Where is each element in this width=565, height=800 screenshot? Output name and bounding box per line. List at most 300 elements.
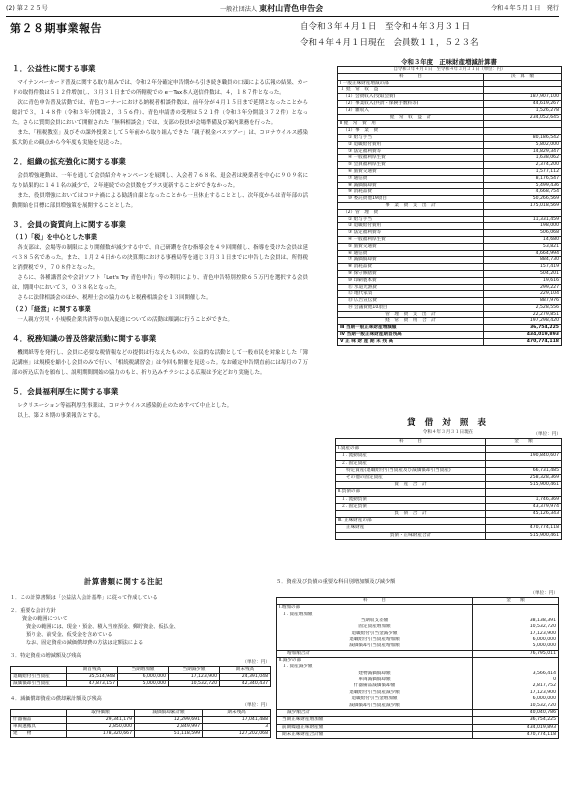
is-label: 経 常 費 用 合 計 (338, 318, 484, 325)
n4-cell: 2,850,000 (67, 723, 135, 730)
member-count: 令和４年４月１日現在 会員数１１，５２３名 (300, 38, 479, 48)
notes-heading: 計算書類に関する注記 (84, 577, 163, 586)
chg-value: 36,754,225 (473, 717, 559, 724)
section-paragraph: マイナンバーカード普及に関する取り組みでは、令和２年分確定申告期から引き続き職員の口頭による広報の結果、カードの取得件数は５１２件増加し、３月３１日までの所轄税での e－Tax本人送信件数は、４，１８７件となった。 (12, 80, 308, 96)
is-value: 2,374,200 (484, 162, 562, 169)
is-row (338, 318, 562, 325)
bs-value: 45,126,343 (486, 511, 562, 518)
bs-label: その他の固定資産 (336, 475, 486, 482)
is-row (338, 223, 562, 230)
is-label: ⑪ 水道光熱費 (338, 284, 484, 291)
changes-heading: ５．資産及び負債の重要な科目別増加額及び減少額 (276, 579, 396, 585)
n3-cell: 退職給付引当資産 (11, 673, 67, 680)
is-label: ⑭ 会議費他10項目 (338, 304, 484, 311)
bs-label: 負 債 合 計 (336, 511, 486, 518)
is-col-item: 科 目 (338, 73, 484, 80)
bs-value: 1,746,369 (486, 496, 562, 503)
subsection-heading: （１）「税」を中心とした事業 (12, 234, 98, 241)
balance-sheet (335, 438, 561, 540)
bs-label: 資 産 合 計 (336, 482, 486, 489)
is-label: ⑧ 減価償却費 (338, 182, 484, 189)
chg-row (277, 658, 559, 665)
is-row (338, 182, 562, 189)
is-label: （1）事 業 費 (338, 128, 484, 135)
chg-row (277, 731, 559, 738)
n4-header: 期末残高 (203, 710, 271, 717)
is-label: ⑩ 委託費他19項目 (338, 196, 484, 203)
is-row (338, 270, 562, 277)
n3-header: 当期減少額 (169, 667, 220, 674)
chg-value: 6,000,000 (473, 637, 559, 643)
is-value: 1,577,112 (484, 168, 562, 175)
is-value (484, 87, 562, 94)
is-row (338, 107, 562, 114)
bs-row (336, 482, 562, 489)
balance-sheet-date: 令和４年３月３１日現在 (422, 430, 474, 435)
n3-row (11, 680, 271, 687)
is-value: 14,829,347 (484, 148, 562, 155)
is-row (338, 236, 562, 243)
is-label: ⑥ 旅費交通費 (338, 168, 484, 175)
chg-label: 減価償却引当資産減少額 (277, 703, 473, 710)
is-row (338, 209, 562, 216)
n4-cell: 建 物 (11, 730, 67, 737)
chg-row (277, 650, 559, 657)
is-row (338, 80, 562, 87)
is-row (338, 189, 562, 196)
note-2d: なお、固定資産の減価償却費の方法は定額法による (26, 640, 144, 646)
n3-cell: 6,000,000 (118, 673, 169, 680)
chg-row (277, 709, 559, 716)
section-paragraph: 以上、第２８期の事業報告とする。 (17, 413, 104, 419)
chg-value (473, 658, 559, 665)
report-body (12, 64, 308, 421)
chg-value (473, 605, 559, 612)
bs-label: Ⅰ.資産の部 (336, 446, 486, 453)
is-row (338, 121, 562, 128)
n4-cell: 車両運搬具 (11, 723, 67, 730)
chg-value: 40,040,786 (473, 709, 559, 716)
chg-value: 2,817,752 (473, 683, 559, 689)
is-value: 197,298,420 (484, 318, 562, 325)
is-value: 5,802,000 (484, 141, 562, 148)
is-value: 4,668,754 (484, 189, 562, 196)
is-label: ② 退職給付費用 (338, 223, 484, 230)
section-paragraph: さらに法律相談会のほか、税理士会の協力のもと税務相談会を１３回開催した。 (17, 295, 212, 301)
is-label: （3）雑収入 (338, 107, 484, 114)
is-row (338, 264, 562, 271)
bs-value: 258,328,369 (486, 475, 562, 482)
bs-row (336, 460, 562, 467)
bs-value (486, 446, 562, 453)
is-row (338, 100, 562, 107)
section-heading: ２．組織の拡充強化に関する事業 (12, 157, 126, 166)
is-value: 504,201 (484, 270, 562, 277)
is-value: 299,227 (484, 284, 562, 291)
page-header (6, 3, 559, 15)
is-row (338, 128, 562, 135)
bs-label: 特定資産(退職給付引当資産及び減価償却引当資産) (336, 467, 486, 474)
is-value (484, 80, 562, 87)
bs-row (336, 518, 562, 525)
is-value: 5,499,436 (484, 182, 562, 189)
is-label: ① 給与手当 (338, 216, 484, 223)
bs-label: ２. 固定負債 (336, 503, 486, 510)
chg-label: 固定資産増加額 (277, 624, 473, 630)
n4-row (11, 717, 271, 724)
note-2: ２．重要な会計方針 (10, 608, 56, 614)
is-value: 198,000 (484, 223, 562, 230)
n3-header: 期首残高 (67, 667, 118, 674)
is-value: 187,907,100 (484, 94, 562, 101)
chg-value: 17,123,900 (473, 631, 559, 637)
is-row (338, 114, 562, 121)
bs-row (336, 496, 562, 503)
chg-value: 10,532,720 (473, 624, 559, 630)
chg-label: 増加額合計 (277, 650, 473, 657)
n3-cell: 42,340,437 (220, 680, 271, 687)
is-value: 229,104 (484, 291, 562, 298)
chg-label: 減価償却引当資産増加額 (277, 643, 473, 650)
is-row (338, 230, 562, 237)
bs-label: Ⅲ. 正味財産の部 (336, 518, 486, 525)
balance-sheet-table (335, 438, 562, 540)
chg-row (277, 724, 559, 731)
chg-value: 470,774,118 (473, 731, 559, 738)
is-label: ③ 法定福利費等 (338, 230, 484, 237)
is-row (338, 291, 562, 298)
is-label: Ⅴ 正 味 財 産 期 末 残 高 (338, 338, 484, 345)
n4-row (11, 723, 271, 730)
is-label: ⑨ 保守修繕費 (338, 270, 484, 277)
chg-value: 434,019,893 (473, 724, 559, 731)
note-4-unit: （単位：円） (242, 703, 270, 709)
n4-cell: 17,041,488 (203, 717, 271, 724)
chg-label: 当期正味財産増加額 (277, 717, 473, 724)
is-value: 2,528,556 (484, 304, 562, 311)
n3-cell: 47,873,157 (67, 680, 118, 687)
is-label: １ 経 常 収 益 (338, 87, 484, 94)
is-value: 4,664,994 (484, 250, 562, 257)
bs-value (486, 489, 562, 496)
chg-value: 3,566,414 (473, 671, 559, 677)
section-paragraph: 機関紙等を発行し、会員に必要な税情報などの提供は行なえたものの、公益的な活動として一般市民を対象とした「簿記講座」は規模を縮小し会員のみで行い、「相続税講習会」は今回も開催を見送った。なお確定申告期直前には毎月の７万部の折込広告を頒布し、説明期間開始の協力のもと、折り込みチラシによる広報は予定どおり実施した。 (12, 350, 308, 376)
chg-label: 車両減価償却額 (277, 677, 473, 683)
is-row (338, 134, 562, 141)
section-paragraph: また、役員増強においてはコロナ禍による勧誘自粛となったことから一旦休止することとし、次年度からは青年部の活動開始を目標に部員増強策を展開することとした。 (12, 193, 308, 209)
is-value: 11,331,459 (484, 216, 562, 223)
is-row (338, 298, 562, 305)
n3-header (11, 667, 67, 674)
is-value: 157,419 (484, 264, 562, 271)
is-value: 22,279,851 (484, 311, 562, 318)
bs-label: 正味財産 (336, 525, 486, 532)
is-row (338, 141, 562, 148)
bs-value (486, 460, 562, 467)
is-label: ④ 一般福利厚生費 (338, 155, 484, 162)
is-label: Ⅳ 当期一般正味財産期首残高 (338, 332, 484, 339)
section-paragraph: レクリエーション等福利厚生事業は、コロナウイルス感染防止のためすべて中止とした。 (17, 403, 233, 409)
n3-row (11, 673, 271, 680)
is-value: 36,754,225 (484, 325, 562, 332)
n4-cell: 3 (203, 723, 271, 730)
note-2a: 資金の範囲について (22, 616, 68, 622)
chg-value: 76,795,011 (473, 650, 559, 657)
section-paragraph: 各支部は、会場等の制限により開催数が減少する中で、自己研鑽を含む指導会を４９回開催し、指導を受けた会員は延べ３８５名であった。また、１月２４日からの決算期における事務局等を通じ３月３１日までに申告した会員は、所得税と消費税で９，７０８件となった。 (12, 245, 308, 271)
bs-row (336, 511, 562, 518)
is-row (338, 250, 562, 257)
bs-row (336, 467, 562, 474)
bs-label: 負債・正味財産合計 (336, 532, 486, 539)
chg-value: 17,123,900 (473, 690, 559, 696)
n3-cell: 5,000,000 (118, 680, 169, 687)
bs-row (336, 453, 562, 460)
chg-label: Ⅰ.増加の部 (277, 605, 473, 612)
issue-date: 令和４年５月１日 発行 (490, 5, 559, 12)
n4-cell: 51,118,599 (135, 730, 203, 737)
bs-label: Ⅱ.負債の部 (336, 489, 486, 496)
is-label: ④ 一般福利厚生費 (338, 236, 484, 243)
is-row (338, 168, 562, 175)
chg-label: Ⅱ.減少の部 (277, 658, 473, 665)
chg-label: 退職給付引当金増加額 (277, 696, 473, 702)
is-value (484, 121, 562, 128)
header-rule (6, 16, 559, 17)
section-heading: １．公益性に関する事業 (12, 64, 96, 73)
bs-value: 470,774,118 (486, 525, 562, 532)
chg-value: 6,000,000 (473, 696, 559, 702)
bs-label: １. 流動負債 (336, 496, 486, 503)
bs-row (336, 525, 562, 532)
is-value: 884,730 (484, 257, 562, 264)
is-row (338, 311, 562, 318)
income-statement-subtitle: 自令和３年４月１日 至令和４年３月３１日（単位：円） (338, 67, 562, 74)
is-value: 8,176,547 (484, 175, 562, 182)
bs-row (336, 532, 562, 539)
chg-value: 5,000,000 (473, 643, 559, 650)
is-value: 175,018,569 (484, 202, 562, 209)
n4-header (11, 710, 67, 717)
chg-row (277, 605, 559, 612)
page-title: 第２８期事業報告 (10, 22, 102, 35)
is-label: ⑥ 通信費 (338, 250, 484, 257)
bs-row (336, 446, 562, 453)
chg-label: 期末正味財産合計額 (277, 731, 473, 738)
depreciation-table (10, 709, 271, 737)
note-1: １．この計算書類は「公益法人会計基準」に従って作成している (10, 595, 158, 601)
is-row (338, 277, 562, 284)
is-label: ① 給与手当 (338, 134, 484, 141)
is-value: 470,774,118 (484, 338, 562, 345)
is-value: 19,616 (484, 277, 562, 284)
chg-label: 退職給付引当金減少額 (277, 631, 473, 637)
bs-value (486, 518, 562, 525)
is-value: 44,619,267 (484, 100, 562, 107)
is-value: 80,186,542 (484, 134, 562, 141)
is-row (338, 94, 562, 101)
is-label: Ⅲ 当期一般正味財産増減額 (338, 325, 484, 332)
is-label: 経 常 収 益 計 (338, 114, 484, 121)
chg-label: 退職給付引当資産減少額 (277, 690, 473, 696)
subsection-heading: （２）「経営」に関する事業 (12, 306, 91, 313)
is-label: Ⅱ 経 常 費 用 (338, 121, 484, 128)
section-paragraph: 一人親方労災・小規模企業共済等の加入促進についての活動は順調に行うことができた。 (17, 317, 233, 323)
chg-col-item: 科 目 (277, 598, 473, 605)
is-label: ⑦ 通信費 (338, 175, 484, 182)
bs-value: 515,900,461 (486, 482, 562, 489)
note-2b: 資金の範囲には、現金・預金、積入当座預金、郵貯資金、仮払金、 (26, 624, 179, 630)
n4-header: 取得価額 (67, 710, 135, 717)
n4-cell: 178,320,667 (67, 730, 135, 737)
income-statement-title: 令和３年度 正味財産増減計算書 (401, 58, 497, 66)
bs-label: ２. 固定資産 (336, 460, 486, 467)
chg-label: 前期繰越正味財産額 (277, 724, 473, 731)
is-row (338, 332, 562, 339)
is-row (338, 87, 562, 94)
is-label: ⑫ 地代家賃 (338, 291, 484, 298)
note-3-unit: （単位：円） (242, 660, 270, 665)
n3-header: 期末残高 (220, 667, 271, 674)
is-value: 1,526,278 (484, 107, 562, 114)
is-col-amount: 決 算 額 (484, 73, 562, 80)
bs-row (336, 475, 562, 482)
bs-row (336, 489, 562, 496)
is-value: 50,266,569 (484, 196, 562, 203)
chg-row (277, 703, 559, 710)
is-value: 53,821 (484, 243, 562, 250)
is-label: ⑨ 消耗品費 (338, 189, 484, 196)
specified-assets-table (10, 666, 271, 687)
n3-cell: 35,514,948 (67, 673, 118, 680)
is-label: ⑧ 消耗品費 (338, 264, 484, 271)
is-label: Ⅰ 一般正味財産増減の部 (338, 80, 484, 87)
n3-cell: 17,123,900 (169, 673, 220, 680)
is-value: 887,976 (484, 298, 562, 305)
is-row (338, 196, 562, 203)
publisher-name: 東村山青色申告会 (259, 4, 324, 13)
is-label: ⑬ 広告宣伝費 (338, 298, 484, 305)
n3-cell: 減価償却引当資産 (11, 680, 67, 687)
n4-cell: 127,202,068 (203, 730, 271, 737)
section-paragraph: また、「租税教室」及びその課外授業として５年前から取り組んできた「親子税金バスツアー」は、コロナウイルス感染拡大防止の観点から今年度も実施を見送った。 (12, 130, 308, 146)
is-value (484, 128, 562, 135)
n4-cell: 12,299,691 (135, 717, 203, 724)
changes-table (276, 597, 559, 739)
publisher (220, 3, 323, 16)
n4-cell: 29,341,179 (67, 717, 135, 724)
is-label: ② 退職給付費用 (338, 141, 484, 148)
n4-header: 減価償却累計額 (135, 710, 203, 717)
changes-unit: （単位：円） (530, 591, 558, 596)
is-label: ⑩ 印刷製本費 (338, 277, 484, 284)
section-paragraph: さらに、各種講習会や会計ソフト「Let's Try 青色申告」等の利用により、青色申告特別控除６５万円を選択する会員は、期間中において３，０３８名となった。 (12, 275, 308, 291)
is-row (338, 338, 562, 345)
balance-sheet-unit: （単位：円） (533, 432, 561, 437)
chg-label: 什器備品減価償却額 (277, 683, 473, 689)
chg-label: 退職給付引当資産増加額 (277, 637, 473, 643)
n4-header-row (11, 710, 271, 717)
chg-label: 減少額合計 (277, 709, 473, 716)
chg-col-amount: 金 額 (473, 598, 559, 605)
bs-value: 515,900,461 (486, 532, 562, 539)
chg-row (277, 717, 559, 724)
bs-row (336, 503, 562, 510)
is-value: 506,068 (484, 230, 562, 237)
chg-label: 建物減価償却額 (277, 671, 473, 677)
is-row (338, 148, 562, 155)
is-value: 1,638,062 (484, 155, 562, 162)
is-row (338, 202, 562, 209)
is-label: （1）会費収入(受取会費) (338, 94, 484, 101)
bs-col-item: 科 目 (336, 439, 486, 446)
is-label: ⑤ 旅費交通費 (338, 243, 484, 250)
note-4: ４．減価償却資産の償却累計額及び残高 (10, 696, 102, 703)
is-label: ⑦ 減価償却費 (338, 257, 484, 264)
is-row (338, 243, 562, 250)
is-value (484, 209, 562, 216)
n3-cell: 10,532,720 (169, 680, 220, 687)
is-label: ⑤ 会員福利厚生費 (338, 162, 484, 169)
is-label: 事 業 費 支 出 計 (338, 202, 484, 209)
chg-value: 0 (473, 677, 559, 683)
section-heading: ３．会員の資質向上に関する事業 (12, 220, 126, 229)
bs-value: 43,379,974 (486, 503, 562, 510)
changes-section (276, 597, 558, 739)
issue-number: (2) 第２２５号 (6, 5, 48, 12)
notes-section (10, 594, 272, 738)
is-value: 434,019,893 (484, 332, 562, 339)
chg-value: 38,138,391 (473, 618, 559, 624)
income-statement (337, 58, 561, 346)
chg-label: １. 資産減少額 (277, 664, 473, 670)
section-heading: ５．会員福利厚生に関する事業 (12, 387, 119, 396)
balance-sheet-title: 貸 借 対 照 表 (407, 418, 489, 428)
n4-row (11, 730, 271, 737)
bs-value: 190,840,607 (486, 453, 562, 460)
is-row (338, 304, 562, 311)
n3-cell: 24,391,048 (220, 673, 271, 680)
chg-value: 10,532,720 (473, 703, 559, 710)
chg-row (277, 643, 559, 650)
n3-header-row (11, 667, 271, 674)
chg-label: １. 資産増加額 (277, 612, 473, 618)
is-label: （2）事業収入(共済・保険手数料等) (338, 100, 484, 107)
section-paragraph: 次に青色申告普及活動では、青色コーナーにおける納税者相談件数は、前年分が４月１５日まで延期となったことから総計で３，１４８件（令和３年分開設２，３５６件）、青色申請書の受理は５２１件（令和３年分開設３７２件）となった。さらに質問会員において開催された「無料相談会」では、支部の役員が会場準備及び案内業務を行った。 (12, 100, 308, 126)
note-2c: 預り金、前受金、仮受金を含めている (26, 632, 113, 638)
income-statement-table (337, 66, 562, 346)
chg-label: 当期収支差額 (277, 618, 473, 624)
is-label: （2）管 理 費 (338, 209, 484, 216)
n4-cell: 2,849,997 (135, 723, 203, 730)
bs-label: １. 流動資産 (336, 453, 486, 460)
is-value: 234,052,645 (484, 114, 562, 121)
section-heading: ４．税務知識の普及啓蒙活動に関する事業 (12, 334, 157, 343)
is-row (338, 325, 562, 332)
is-row (338, 162, 562, 169)
is-label: 管 理 費 支 出 計 (338, 311, 484, 318)
is-row (338, 155, 562, 162)
is-row (338, 284, 562, 291)
section-paragraph: 会員増強運動は、一年を通して会員紹介キャンペーンを展開し、入会者７６８名、退会者は廃業者を中心に９０９名になり結果的に１４１名の減少で、２年連続での会員数をプラス更新することができなかった。 (12, 173, 308, 189)
is-row (338, 257, 562, 264)
fiscal-period: 自令和３年４月１日 至令和４年３月３１日 (300, 22, 471, 32)
is-value: 14,680 (484, 236, 562, 243)
n3-header: 当期増加額 (118, 667, 169, 674)
bs-value: 66,731,485 (486, 467, 562, 474)
is-row (338, 175, 562, 182)
n4-cell: 什器備品 (11, 717, 67, 724)
is-label: ③ 法定福利費等 (338, 148, 484, 155)
